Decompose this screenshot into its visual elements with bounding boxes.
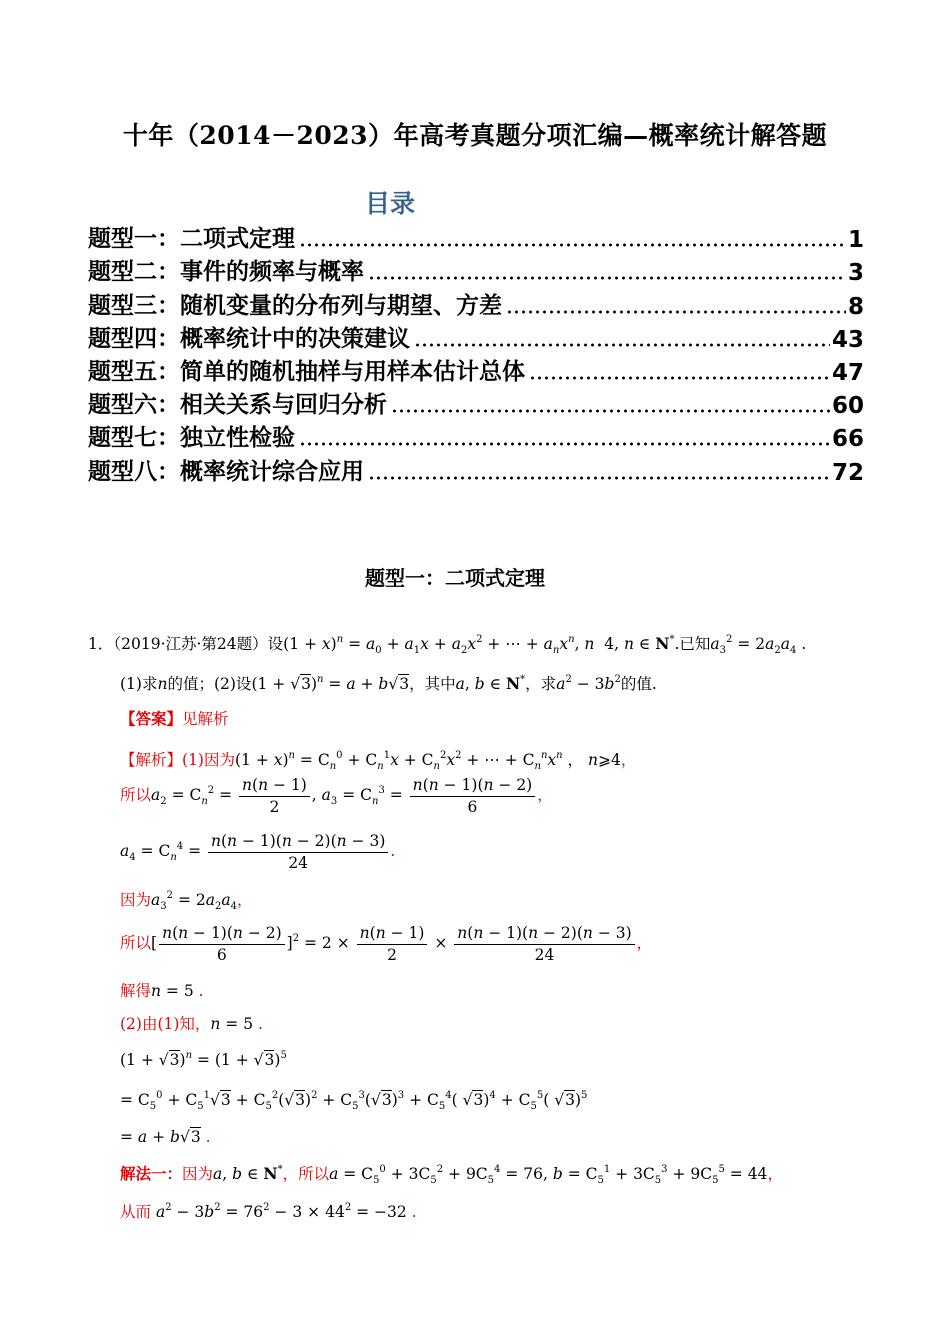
toc-entry-label: 题型一：二项式定理 [88,226,295,253]
problem-statement [88,634,806,657]
toc-entry[interactable] [88,286,864,319]
toc-leader-dots [414,327,830,347]
problem-stem-prefix: 设 [267,635,284,653]
problem-number: 1． [88,635,114,653]
analysis-line-7: (2)由(1)知，n = 5 . [120,1015,263,1033]
part1-label: (1)求 [120,675,158,693]
analysis-because: (1)因为 [182,751,235,769]
toc-entry-page: 47 [831,359,864,386]
toc-entry-label: 题型四：概率统计中的决策建议 [88,325,410,352]
analysis-line-1: 【解析】(1)因为$(1 + x)^n = C_n^0 + C_n^1x + C_n^2x^2$ + ⋯ + $C_n^nx^n$ ， n⩾4， [120,750,637,772]
analysis-tag: 【解析】 [120,751,183,769]
analysis-solve: 解得 [120,982,152,1000]
toc-leader-dots [506,294,846,314]
toc-leader-dots [529,360,830,380]
table-of-contents [88,220,864,486]
formula-part2: $(1 + √3)^n = a + b√3$ [251,674,410,693]
toc-entry-label: 题型六：相关关系与回归分析 [88,392,387,419]
analysis-line-5: 所以[ $\frac{n(n - 1)(n - 2)}{6}$ ]$^2$ = 2 × $\frac{n(n - 1)}{2}$ × $\frac{n(n - 1)(n - 2)(n - 3)}{24}$ ， [120,924,653,964]
analysis-because-2: 因为 [120,891,152,909]
problem-known-prefix: .已知 [674,635,711,653]
toc-entry-label: 题型二：事件的频率与概率 [88,259,364,286]
answer-text: 见解析 [182,710,229,728]
toc-entry-page: 43 [831,326,864,353]
toc-entry-label: 题型七：独立性检验 [88,425,295,452]
formula-expansion: $(1 + x)^n = a_0 + a_1x + a_2x^2$ + ⋯ + $a_nx^n$, n 4, n ∈ N* [283,634,675,656]
toc-entry[interactable] [88,320,864,353]
answer-line [120,710,229,729]
toc-entry-page: 60 [831,393,864,420]
analysis-so-2: 所以 [120,934,152,953]
section-heading: 题型一：二项式定理 [365,566,545,590]
analysis-line-10: = a + b√3 . [120,1128,211,1146]
problem-parts: (1)求n的值；(2)设$(1 + √3)^n = a + b√3$，其中a, b ∈ N*，求$a^2 - 3b^2$的值. [120,674,657,693]
toc-leader-dots [368,260,846,280]
part2-ask: ，求 [525,675,557,693]
toc-leader-dots [368,460,830,480]
analysis-line-11: 解法一：因为a, b ∈ N*，所以$a = C_5^0 + 3C_5^2 + 9C_5^4 = 76$, $b = C_5^1 + 3C_5^3 + 9C_5^5 = 44$， [120,1164,783,1186]
document-title: 十年（2014－2023）年高考真题分项汇编—概率统计解答题 [122,121,828,150]
toc-entry-label: 题型三：随机变量的分布列与期望、方差 [88,292,502,319]
toc-entry-page: 3 [847,260,864,287]
analysis-line-6: 解得n = 5 . [120,982,204,1000]
toc-heading: 目录 [364,189,415,218]
analysis-line-8: $(1 + √3)^n = (1 + √3)^5$ [120,1050,287,1069]
toc-entry[interactable] [88,220,864,253]
analysis-so: 所以 [120,786,152,805]
toc-entry-page: 66 [831,426,864,453]
analysis-part2-from: (2)由(1)知， [120,1015,211,1033]
method1-tag: 解法一： [120,1164,183,1183]
part2-mid: ，其中 [409,675,456,693]
toc-entry[interactable] [88,253,864,286]
toc-entry[interactable] [88,386,864,419]
method1-because: 因为 [182,1165,214,1183]
analysis-line-12: 从而 $a^2 - 3b^2 = 76^2 - 3 \times 44^2 = -32$ . [120,1202,417,1221]
toc-leader-dots [391,393,830,413]
analysis-line-9: = $C_5^0 + C_5^1√3 + C_5^2(√3)^2 + C_5^3(√3)^3 + C_5^4$( $√3)^4 + C_5^5$( √3)$^5$ [120,1090,588,1112]
toc-entry[interactable] [88,452,864,485]
part2-end: 的值. [620,675,657,693]
toc-entry[interactable] [88,419,864,452]
part1-suffix: 的值； [167,675,214,693]
toc-entry-label: 题型八：概率统计综合应用 [88,458,364,485]
analysis-line-3: $a_4 = C_n^4$ = $\frac{n(n - 1)(n - 2)(n - 3)}{24}$ . [120,832,396,872]
answer-tag: 【答案】 [120,709,183,728]
toc-entry-page: 1 [847,227,864,254]
analysis-line-4: 因为$a_3^2 = 2a_2a_4$， [120,890,253,912]
toc-entry-label: 题型五：简单的随机抽样与用样本估计总体 [88,358,525,385]
analysis-thus: 从而 [120,1203,152,1221]
toc-leader-dots [299,426,830,446]
problem-source: （2019·江苏·第24题） [113,635,268,653]
toc-entry[interactable] [88,353,864,386]
toc-entry-page: 8 [847,293,864,320]
toc-entry-page: 72 [831,459,864,486]
part2-label: (2)设 [213,675,252,693]
formula-condition: $a_3^2 = 2a_2a_4$ . [710,634,807,656]
method1-so: ，所以 [282,1165,330,1183]
toc-leader-dots [299,227,846,247]
analysis-line-2: 所以$a_2 = C_n^2$ = $\frac{n(n - 1)}{2}$ , $a_3 = C_n^3$ = $\frac{n(n - 1)(n - 2)}{6}$ ， [120,776,553,816]
